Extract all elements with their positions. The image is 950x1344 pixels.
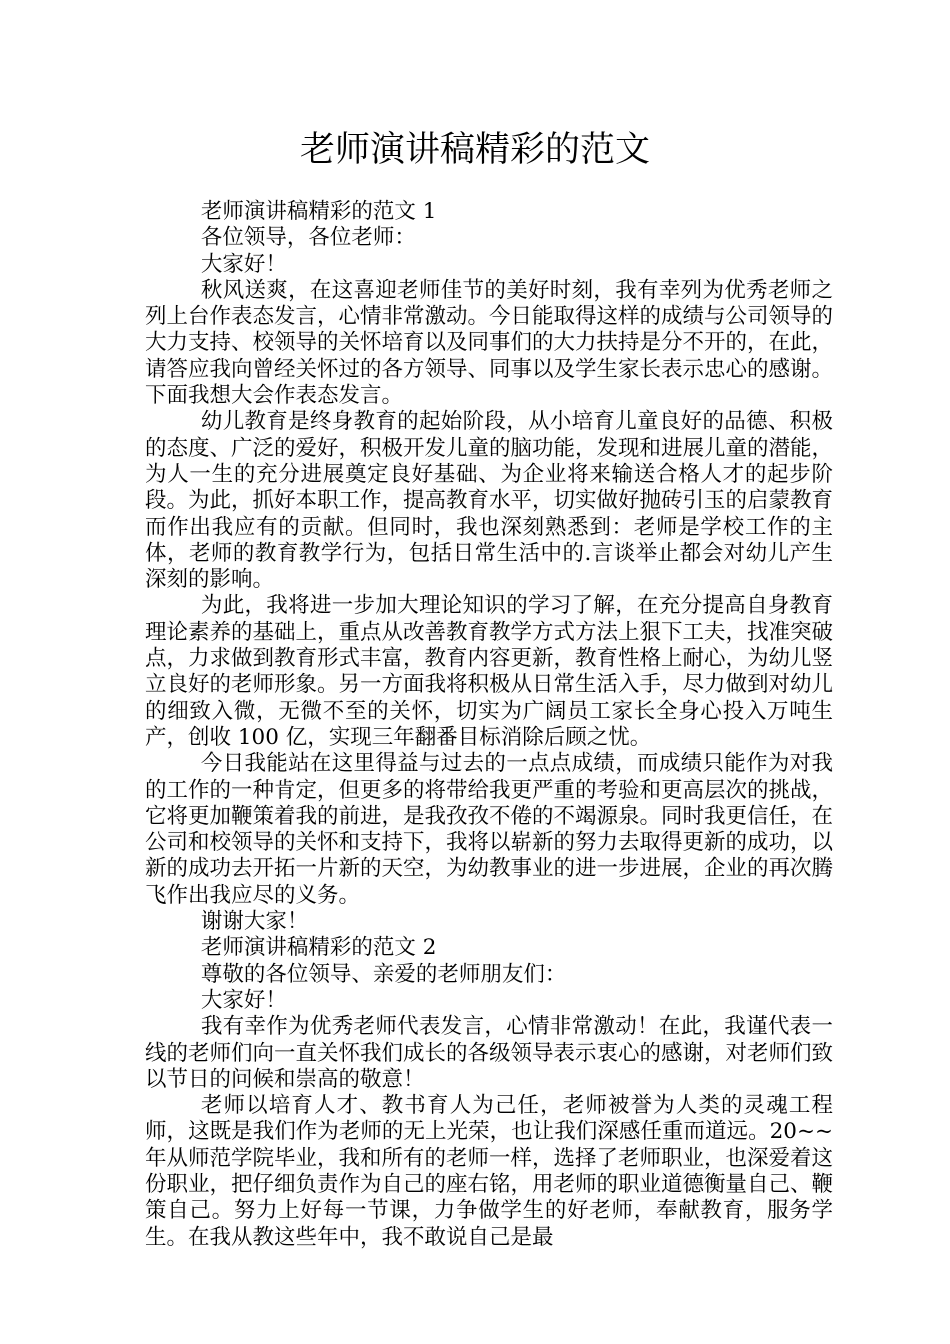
document-title: 老师演讲稿精彩的范文 <box>299 130 650 170</box>
paragraph: 秋风送爽，在这喜迎老师佳节的美好时刻，我有幸列为优秀老师之列上台作表态发言，心情非常激动。今日能取得这样的成绩与公司领导的大力支持、校领导的关怀培育以及同事们的大力扶持是分不开的，在此，请答应我向曾经关怀过的各方领导、同事以及学生家长表示忠心的感谢。下面我想大会作表态发言。 <box>145 277 834 409</box>
paragraph: 我有幸作为优秀老师代表发言，心情非常激动！在此，我谨代表一线的老师们向一直关怀我们成长的各级领导表示衷心的感谢，对老师们致以节日的问候和崇高的敬意！ <box>145 1014 834 1092</box>
paragraph: 今日我能站在这里得益与过去的一点点成绩，而成绩只能作为对我的工作的一种肯定，但更多的将带给我更严重的考验和更高层次的挑战，它将更加鞭策着我的前进，是我孜孜不倦的不竭源泉。同时我更信任，在公司和校领导的关怀和支持下，我将以崭新的努力去取得更新的成功，以新的成功去开拓一片新的天空，为幼教事业的进一步进展，企业的再次腾飞作出我应尽的义务。 <box>145 751 834 908</box>
paragraph: 谢谢大家！ <box>200 909 309 935</box>
paragraph: 老师以培育人才、教书育人为己任，老师被誉为人类的灵魂工程师，这既是我们作为老师的无上光荣，也让我们深感任重而道远。20~~年从师范学院毕业，我和所有的老师一样，选择了老师职业，也深爱着这份职业，把仔细负责作为自己的座右铭，用老师的职业道德衡量自己、鞭策自己。努力上好每一节课，力争做学生的好老师，奉献教育，服务学生。在我从教这些年中，我不敢说自己是最 <box>145 1093 834 1250</box>
paragraph: 大家好！ <box>200 251 287 277</box>
paragraph: 为此，我将进一步加大理论知识的学习了解，在充分提高自身教育理论素养的基础上，重点从改善教育教学方式方法上狠下工夫，找准突破点，力求做到教育形式丰富，教育内容更新，教育性格上耐心，为幼儿竖立良好的老师形象。另一方面我将积极从日常生活入手，尽力做到对幼儿的细致入微，无微不至的关怀，切实为广阔员工家长全身心投入万吨生产，创收 100 亿，实现三年翻番目标消除后顾之忧。 <box>145 593 834 750</box>
paragraph: 各位领导，各位老师： <box>200 225 416 251</box>
paragraph: 大家好！ <box>200 987 287 1013</box>
paragraph: 老师演讲稿精彩的范文 2 <box>200 935 437 961</box>
document-body <box>145 199 833 1251</box>
paragraph: 幼儿教育是终身教育的起始阶段，从小培育儿童良好的品德、积极的态度、广泛的爱好，积极开发儿童的脑功能，发现和进展儿童的潜能，为人一生的充分进展奠定良好基础、为企业将来输送合格人才的起步阶段。为此，抓好本职工作，提高教育水平，切实做好抛砖引玉的启蒙教育而作出我应有的贡献。但同时，我也深刻熟悉到：老师是学校工作的主体，老师的教育教学行为，包括日常生活中的.言谈举止都会对幼儿产生深刻的影响。 <box>145 409 834 593</box>
paragraph: 老师演讲稿精彩的范文 1 <box>200 199 437 224</box>
paragraph: 尊敬的各位领导、亲爱的老师朋友们： <box>200 961 567 987</box>
